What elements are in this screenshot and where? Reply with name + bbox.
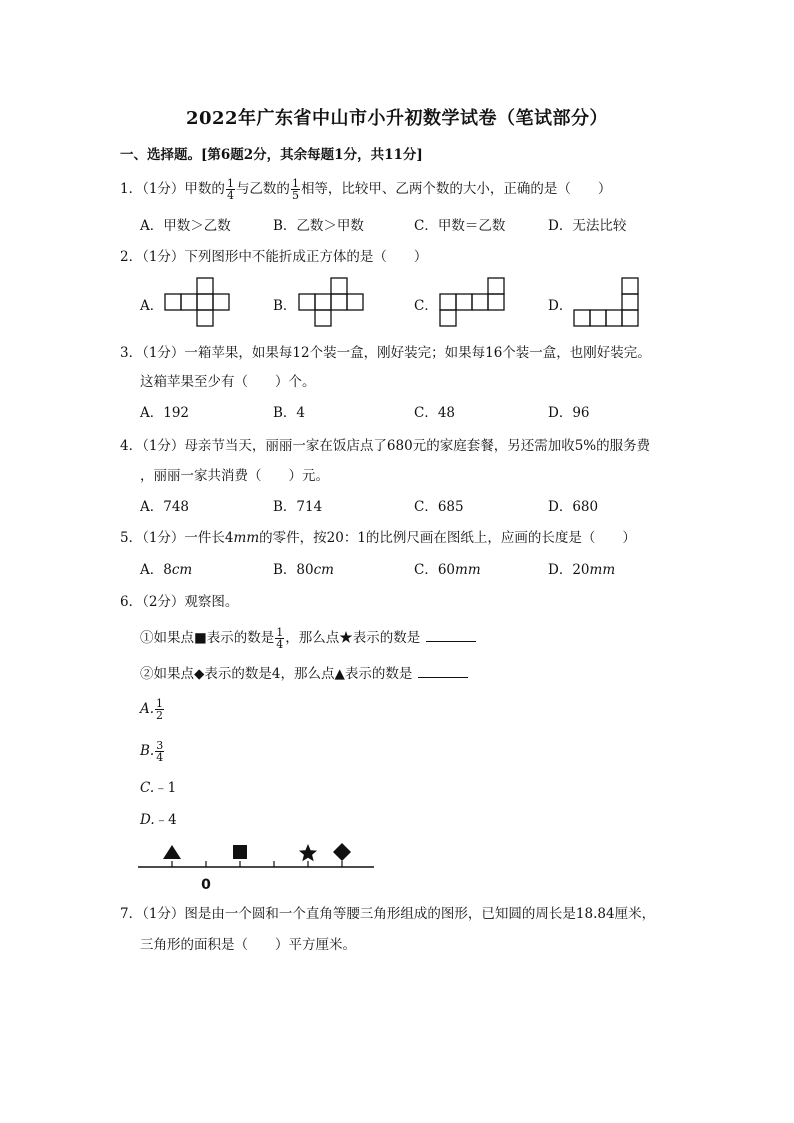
q2-option-c-label[interactable]: C． — [414, 298, 438, 314]
question-6: 6．（2分）观察图。 — [120, 594, 239, 610]
question-5 — [120, 528, 636, 548]
question-4-line-2: ，丽丽一家共消费（ ）元。 — [140, 468, 329, 484]
question-4-line-1: 4．（1分）母亲节当天，丽丽一家在饭店点了680元的家庭套餐，另还需加收5%的服务费 — [120, 438, 651, 454]
star-marker — [299, 844, 317, 861]
q4-option-b[interactable]: B．714 — [273, 499, 323, 515]
fraction: $\frac{1}{4}$ — [276, 626, 284, 651]
question-7-line-1: 7．（1分）图是由一个圆和一个直角等腰三角形组成的图形，已知圆的周长是18.84厘米， — [120, 906, 656, 922]
q1-option-c[interactable]: C．甲数＝乙数 — [414, 218, 506, 234]
q5-prefix: 5．（1分）一件长4 — [120, 530, 234, 546]
square-marker — [233, 845, 247, 859]
q1-prefix: 1．（1分）甲数的 — [120, 181, 225, 197]
cube-net-a[interactable] — [164, 277, 232, 328]
q2-option-a-label[interactable]: A． — [140, 298, 164, 314]
number-line-figure — [136, 838, 381, 894]
q1-suffix: 相等，比较甲、乙两个数的大小，正确的是（ ） — [300, 181, 612, 197]
diamond-marker — [333, 843, 351, 861]
q3-option-a[interactable]: A．192 — [140, 405, 190, 421]
question-3-line-1: 3．（1分）一箱苹果，如果每12个装一盒，刚好装完；如果每16个装一盒，也刚好装完。 — [120, 345, 651, 361]
q3-option-d[interactable]: D．96 — [548, 405, 590, 421]
q1-option-a[interactable]: A．甲数＞乙数 — [140, 218, 231, 234]
q2-option-b-label[interactable]: B． — [273, 298, 297, 314]
q6-option-d[interactable]: D.﹣4 — [140, 812, 177, 828]
cube-net-b[interactable] — [298, 277, 366, 328]
q3-option-b[interactable]: B．4 — [273, 405, 306, 421]
cube-net-d[interactable] — [573, 277, 641, 328]
q2-option-d-label[interactable]: D． — [548, 298, 573, 314]
q4-option-a[interactable]: A．748 — [140, 499, 190, 515]
q5-unit: mm — [233, 530, 260, 546]
q5-option-c[interactable]: C．60mm — [414, 562, 481, 578]
q6-sub-1: ①如果点■表示的数是 $\frac{1}{4}$ ，那么点★表示的数是 — [140, 627, 476, 650]
q6-option-b[interactable]: B. $\frac{3}{4}$ — [140, 739, 164, 764]
section-heading: 一、选择题。[第6题2分，其余每题1分，共11分] — [120, 147, 423, 163]
q6-option-a[interactable]: A. $\frac{1}{2}$ — [140, 697, 164, 722]
q5-suffix: 的零件，按20：1的比例尺画在图纸上，应画的长度是（ ） — [259, 530, 636, 546]
zero-label: 0 — [201, 877, 211, 893]
q1-option-b[interactable]: B．乙数＞甲数 — [273, 218, 364, 234]
question-2: 2．（1分）下列图形中不能折成正方体的是（ ） — [120, 249, 428, 265]
q5-option-b[interactable]: B．80cm — [273, 562, 334, 578]
q6-option-c[interactable]: C.﹣1 — [140, 780, 177, 796]
q5-option-d[interactable]: D．20mm — [548, 562, 616, 578]
answer-blank[interactable] — [426, 627, 476, 642]
exam-title: 2022年广东省中山市小升初数学试卷（笔试部分） — [185, 108, 609, 129]
q3-option-c[interactable]: C．48 — [414, 405, 456, 421]
q4-option-c[interactable]: C．685 — [414, 499, 464, 515]
q4-option-d[interactable]: D．680 — [548, 499, 599, 515]
fraction: $\frac{1}{5}$ — [291, 177, 299, 202]
triangle-marker — [163, 845, 181, 859]
question-1 — [120, 178, 611, 201]
q1-option-d[interactable]: D．无法比较 — [548, 218, 627, 234]
cube-net-c[interactable] — [439, 277, 507, 328]
q5-option-a[interactable]: A．8cm — [140, 562, 193, 578]
question-3-line-2: 这箱苹果至少有（ ）个。 — [140, 374, 316, 390]
answer-blank[interactable] — [418, 663, 468, 678]
q1-mid: 与乙数的 — [235, 181, 290, 197]
fraction: $\frac{1}{4}$ — [226, 177, 234, 202]
question-7-line-2: 三角形的面积是（ ）平方厘米。 — [140, 937, 356, 953]
q6-sub-2: ②如果点◆表示的数是4，那么点▲表示的数是 — [140, 663, 468, 684]
